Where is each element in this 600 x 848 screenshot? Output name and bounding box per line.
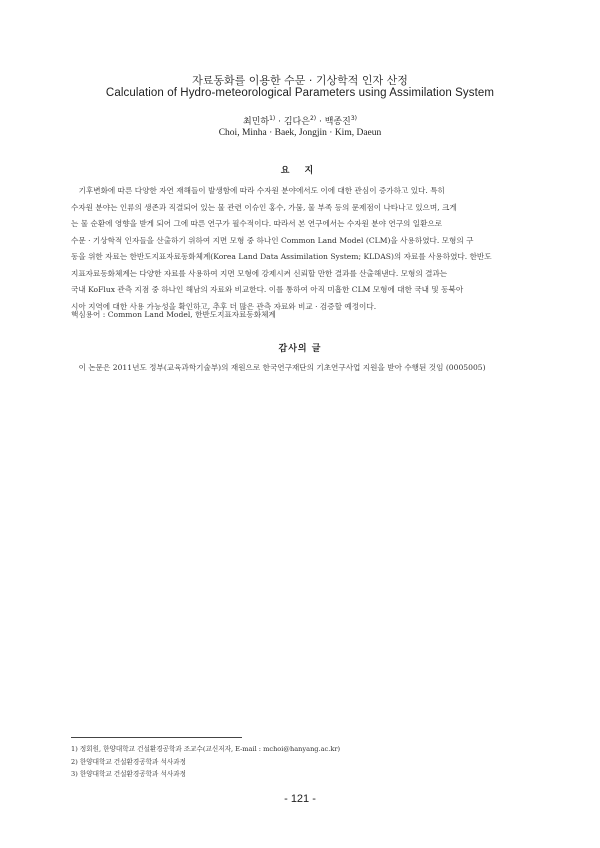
keywords: 핵심용어 : Common Land Model, 한반도지표자료동화체계 — [71, 310, 276, 319]
abstract-line: 수문 · 기상학적 인자들을 산출하기 위하여 지면 모형 중 하나인 Common Land Model (CLM)을 사용하였다. 모형의 구 — [71, 235, 474, 245]
abstract-line: 는 물 순환에 영향을 받게 되어 그에 따른 연구가 필수적이다. 따라서 본 연구에서는 수자원 분야 연구의 일환으로 — [71, 219, 443, 228]
author-name: 김다은 — [283, 117, 310, 127]
abstract-line: 수자원 분야는 인류의 생존과 직결되어 있는 물 관련 이슈인 홍수, 가뭄, 물 부족 등의 문제점이 나타나고 있으며, 크게 — [71, 202, 457, 212]
korean-authors — [0, 114, 600, 127]
author-name: 최민하 — [243, 117, 270, 127]
abstract-heading: 요 지 — [280, 166, 320, 176]
page-number: - 121 - — [284, 793, 316, 805]
footnote-divider — [71, 737, 242, 738]
author-footnote-mark: 1) — [269, 115, 276, 122]
author-separator: · — [275, 117, 284, 127]
abstract-line: 지표자료동화체계는 다양한 자료를 사용하여 지면 모형에 강제시켜 신뢰할 만한 결과를 산출해낸다. 모형의 결과는 — [71, 268, 448, 278]
abstract-body — [71, 183, 531, 315]
acknowledgement-heading: 감사의 글 — [278, 344, 322, 354]
english-authors: Choi, Minha · Baek, Jongjin · Kim, Daeun — [218, 128, 382, 138]
korean-title: 자료동화를 이용한 수문 · 기상학적 인자 산정 — [192, 74, 408, 87]
abstract-line: 국내 KoFlux 관측 지점 중 하나인 해남의 자료와 비교한다. 이를 통하여 아직 미흡한 CLM 모형에 대한 국내 및 동북아 — [71, 285, 464, 294]
abstract-line: 동을 위한 자료는 한반도지표자료동화체계(Korea Land Data Assimilation System; KLDAS)의 자료를 사용하였다. 한반도 — [71, 252, 492, 261]
abstract-line: 시아 지역에 대한 사용 가능성을 확인하고, 추후 더 많은 관측 자료와 비교 · 검증할 예정이다. — [71, 301, 377, 311]
footnote: 2) 한양대학교 건설환경공학과 석사과정 — [71, 757, 186, 766]
author-name: 백종진 — [324, 117, 351, 127]
author-footnote-mark: 3) — [350, 115, 357, 122]
author-separator: · — [316, 117, 325, 127]
abstract-line: 기후변화에 따른 다양한 자연 재해들이 발생함에 따라 수자원 분야에서도 이에 대한 관심이 증가하고 있다. 특히 — [71, 186, 445, 195]
author-footnote-mark: 2) — [309, 115, 317, 122]
english-title: Calculation of Hydro-meteorological Parameters using Assimilation System — [105, 87, 495, 99]
footnotes — [71, 743, 531, 781]
footnote: 1) 정회원, 한양대학교 건설환경공학과 조교수(교신저자, E-mail : mchoi@hanyang.ac.kr) — [71, 745, 341, 753]
footnote: 3) 한양대학교 건설환경공학과 석사과정 — [71, 770, 186, 778]
acknowledgement-body: 이 논문은 2011년도 정부(교육과학기술부)의 재원으로 한국연구재단의 기초연구사업 지원을 받아 수행된 것임 (0005005) — [71, 363, 486, 372]
